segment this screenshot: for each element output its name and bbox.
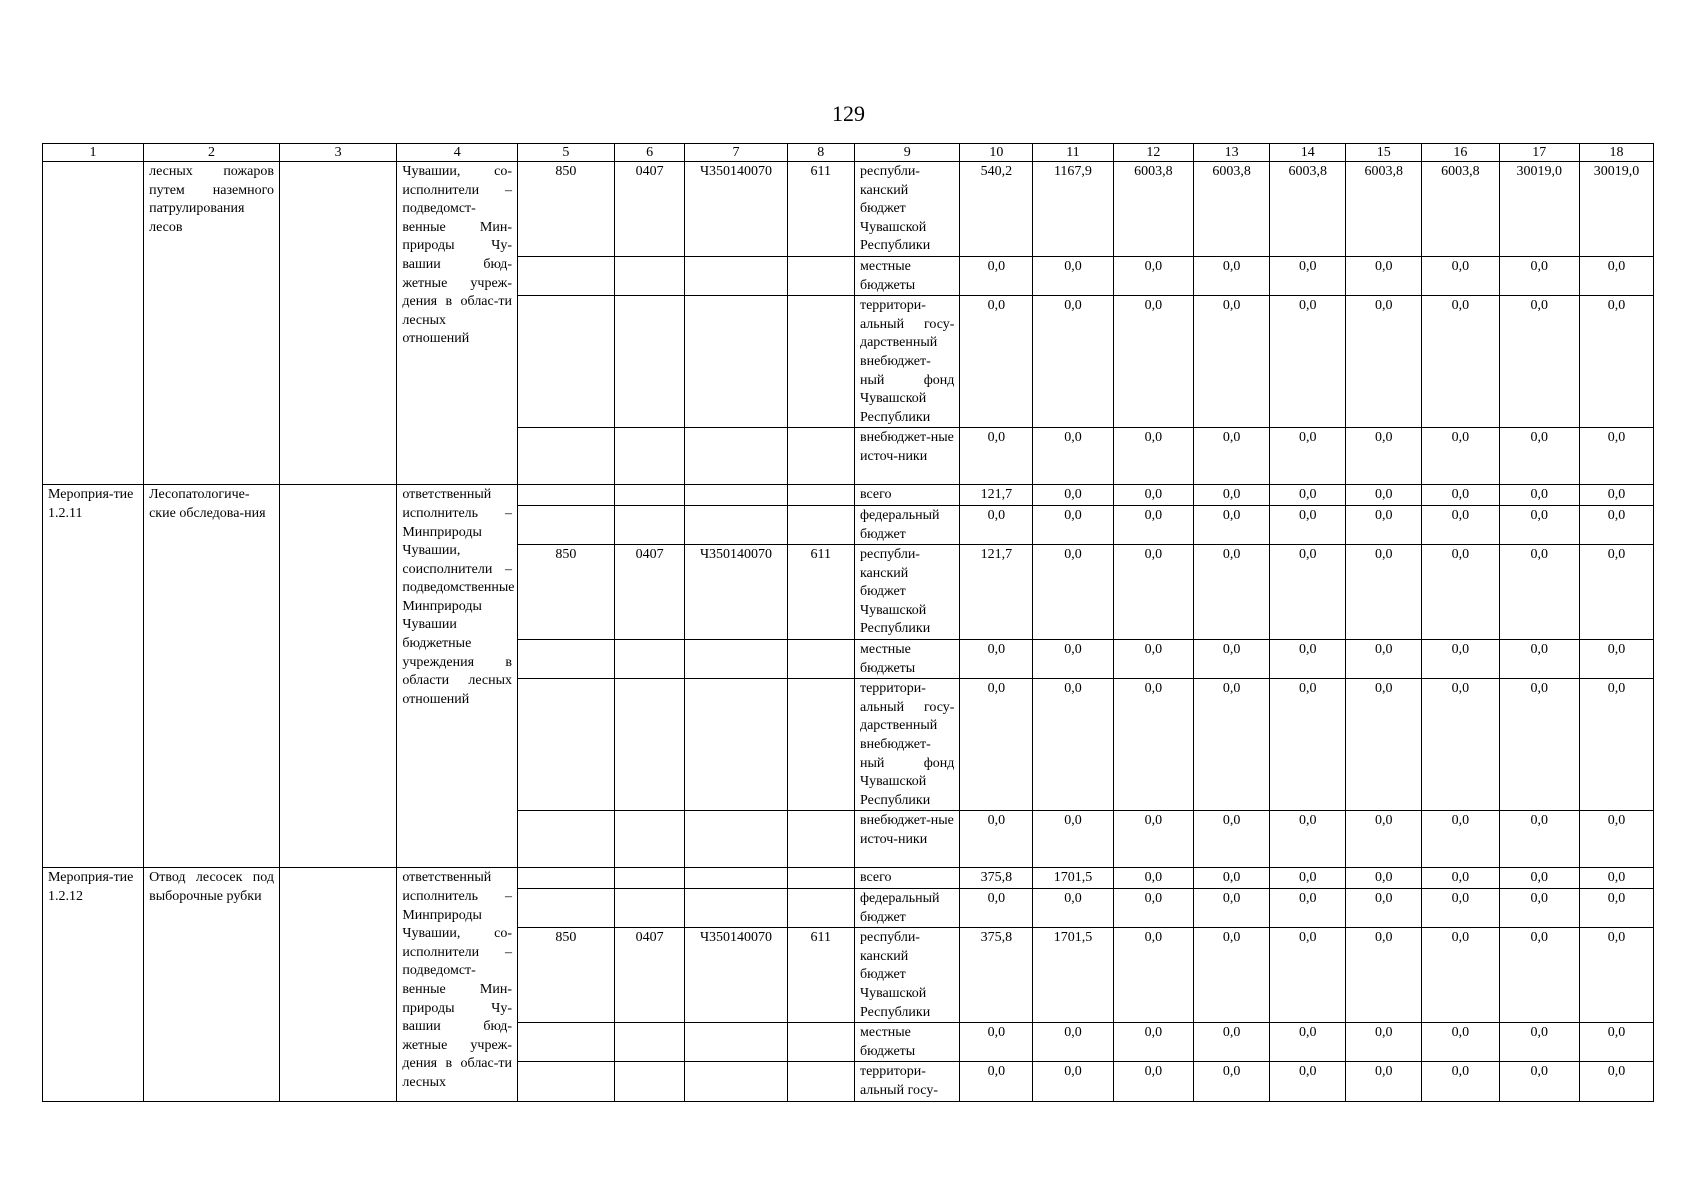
code-cell-empty — [685, 296, 787, 428]
value-cell: 0,0 — [1113, 505, 1193, 544]
col-header: 8 — [787, 144, 854, 162]
value-cell: 0,0 — [1270, 296, 1346, 428]
value-cell: 0,0 — [960, 296, 1033, 428]
value-cell: 0,0 — [1113, 928, 1193, 1023]
col-header: 12 — [1113, 144, 1193, 162]
value-cell: 375,8 — [960, 928, 1033, 1023]
value-cell: 0,0 — [1113, 811, 1193, 868]
code-cell-empty — [614, 256, 685, 295]
code-section: 0407 — [614, 162, 685, 257]
value-cell: 0,0 — [1113, 485, 1193, 506]
value-cell: 0,0 — [1499, 1023, 1579, 1062]
code-cell-empty — [787, 256, 854, 295]
value-cell: 0,0 — [1422, 1023, 1499, 1062]
value-cell: 0,0 — [1270, 505, 1346, 544]
value-cell: 0,0 — [1270, 545, 1346, 640]
code-ministry: 850 — [518, 545, 615, 640]
value-cell: 0,0 — [1422, 679, 1499, 811]
value-cell: 0,0 — [1113, 1023, 1193, 1062]
value-cell: 0,0 — [1346, 296, 1422, 428]
code-cell-empty — [614, 428, 685, 485]
value-cell: 0,0 — [1113, 428, 1193, 485]
measure-name: лесных пожаров путем наземного патрулирования лесов — [144, 162, 280, 485]
value-cell: 0,0 — [1194, 811, 1270, 868]
value-cell: 0,0 — [1113, 640, 1193, 679]
value-cell: 0,0 — [960, 640, 1033, 679]
table-row — [43, 162, 1654, 257]
code-cell-empty — [518, 640, 615, 679]
value-cell: 30019,0 — [1579, 162, 1653, 257]
value-cell: 0,0 — [1579, 889, 1653, 928]
value-cell: 0,0 — [1346, 640, 1422, 679]
executor-cell: ответственный исполнитель – Минприроды Чувашии, соисполнители – подведомственные Минприроды Чувашии бюджетные учреждения в области лесных отношений — [397, 485, 518, 868]
value-cell: 0,0 — [1579, 811, 1653, 868]
value-cell: 0,0 — [1579, 640, 1653, 679]
code-target: Ч350140070 — [685, 162, 787, 257]
value-cell: 0,0 — [1194, 1062, 1270, 1101]
value-cell: 0,0 — [1033, 256, 1113, 295]
code-cell-empty — [518, 811, 615, 868]
value-cell: 0,0 — [1499, 811, 1579, 868]
value-cell: 0,0 — [1194, 1023, 1270, 1062]
value-cell: 0,0 — [1499, 256, 1579, 295]
col-header: 18 — [1579, 144, 1653, 162]
value-cell: 0,0 — [960, 1062, 1033, 1101]
value-cell: 0,0 — [1270, 1062, 1346, 1101]
value-cell: 0,0 — [1499, 868, 1579, 889]
code-cell-empty — [518, 1023, 615, 1062]
code-cell-empty — [787, 428, 854, 485]
value-cell: 0,0 — [1422, 545, 1499, 640]
col-header: 15 — [1346, 144, 1422, 162]
code-cell-empty — [614, 679, 685, 811]
code-cell-empty — [685, 640, 787, 679]
value-cell: 0,0 — [1194, 256, 1270, 295]
code-target: Ч350140070 — [685, 928, 787, 1023]
value-cell: 0,0 — [1422, 485, 1499, 506]
value-cell: 0,0 — [1499, 428, 1579, 485]
code-cell-empty — [518, 485, 615, 506]
value-cell: 0,0 — [1033, 811, 1113, 868]
value-cell: 0,0 — [1270, 679, 1346, 811]
value-cell: 0,0 — [1422, 1062, 1499, 1101]
col-header: 6 — [614, 144, 685, 162]
budget-table — [42, 143, 1654, 1102]
value-cell: 0,0 — [1579, 545, 1653, 640]
value-cell: 0,0 — [1422, 928, 1499, 1023]
code-cell-empty — [787, 811, 854, 868]
value-cell: 1701,5 — [1033, 868, 1113, 889]
value-cell: 0,0 — [1033, 679, 1113, 811]
col-header: 13 — [1194, 144, 1270, 162]
empty-cell — [279, 485, 396, 868]
value-cell: 0,0 — [1499, 928, 1579, 1023]
value-cell: 0,0 — [1346, 505, 1422, 544]
col-header: 10 — [960, 144, 1033, 162]
value-cell: 121,7 — [960, 545, 1033, 640]
value-cell: 0,0 — [1033, 505, 1113, 544]
source-cell: территори-альный госу-дарственный внебюджет-ный фонд Чувашской Республики — [854, 679, 959, 811]
value-cell: 0,0 — [1194, 545, 1270, 640]
value-cell: 0,0 — [1346, 256, 1422, 295]
value-cell: 0,0 — [1499, 296, 1579, 428]
value-cell: 0,0 — [1270, 928, 1346, 1023]
code-cell-empty — [685, 868, 787, 889]
code-cell-empty — [518, 428, 615, 485]
value-cell: 0,0 — [1033, 640, 1113, 679]
code-cell-empty — [614, 889, 685, 928]
value-cell: 0,0 — [1499, 1062, 1579, 1101]
value-cell: 0,0 — [1346, 1062, 1422, 1101]
code-cell-empty — [518, 889, 615, 928]
code-section: 0407 — [614, 928, 685, 1023]
value-cell: 0,0 — [1579, 1023, 1653, 1062]
code-type: 611 — [787, 162, 854, 257]
source-cell: территори-альный госу- — [854, 1062, 959, 1101]
code-cell-empty — [787, 640, 854, 679]
code-cell-empty — [614, 485, 685, 506]
code-cell-empty — [518, 505, 615, 544]
value-cell: 0,0 — [1346, 545, 1422, 640]
value-cell: 0,0 — [1270, 868, 1346, 889]
source-cell: федеральный бюджет — [854, 889, 959, 928]
value-cell: 0,0 — [1422, 889, 1499, 928]
page-number: 129 — [832, 101, 865, 126]
value-cell: 0,0 — [1113, 868, 1193, 889]
value-cell: 0,0 — [1346, 811, 1422, 868]
value-cell: 0,0 — [1270, 485, 1346, 506]
header-row — [43, 144, 1654, 162]
value-cell: 0,0 — [1346, 1023, 1422, 1062]
value-cell: 0,0 — [1033, 296, 1113, 428]
value-cell: 0,0 — [1579, 505, 1653, 544]
value-cell: 0,0 — [960, 679, 1033, 811]
value-cell: 0,0 — [1033, 545, 1113, 640]
col-header: 16 — [1422, 144, 1499, 162]
empty-cell — [279, 162, 396, 485]
value-cell: 0,0 — [1579, 256, 1653, 295]
code-cell-empty — [614, 811, 685, 868]
col-header: 1 — [43, 144, 144, 162]
code-ministry: 850 — [518, 162, 615, 257]
code-section: 0407 — [614, 545, 685, 640]
source-cell: внебюджет-ные источ-ники — [854, 811, 959, 868]
code-cell-empty — [518, 256, 615, 295]
col-header: 5 — [518, 144, 615, 162]
code-type: 611 — [787, 545, 854, 640]
value-cell: 0,0 — [1270, 811, 1346, 868]
value-cell: 0,0 — [1113, 256, 1193, 295]
value-cell: 0,0 — [1194, 505, 1270, 544]
code-cell-empty — [614, 1062, 685, 1101]
code-cell-empty — [614, 505, 685, 544]
source-cell: всего — [854, 485, 959, 506]
code-cell-empty — [787, 868, 854, 889]
value-cell: 0,0 — [1194, 296, 1270, 428]
source-cell: республи-канский бюджет Чувашской Республики — [854, 545, 959, 640]
code-cell-empty — [787, 485, 854, 506]
code-cell-empty — [685, 1023, 787, 1062]
value-cell: 0,0 — [1499, 640, 1579, 679]
code-cell-empty — [518, 296, 615, 428]
table-row — [43, 485, 1654, 506]
col-header: 9 — [854, 144, 959, 162]
empty-cell — [279, 868, 396, 1101]
value-cell: 0,0 — [1422, 256, 1499, 295]
value-cell: 375,8 — [960, 868, 1033, 889]
measure-name: Отвод лесосек под выборочные рубки — [144, 868, 280, 1101]
value-cell: 0,0 — [1033, 1062, 1113, 1101]
source-cell: местные бюджеты — [854, 640, 959, 679]
source-cell: местные бюджеты — [854, 1023, 959, 1062]
col-header: 11 — [1033, 144, 1113, 162]
col-header: 4 — [397, 144, 518, 162]
value-cell: 0,0 — [960, 889, 1033, 928]
code-cell-empty — [685, 1062, 787, 1101]
measure-name: Лесопатологиче-ские обследова-ния — [144, 485, 280, 868]
value-cell: 0,0 — [1422, 428, 1499, 485]
code-cell-empty — [685, 256, 787, 295]
value-cell: 6003,8 — [1346, 162, 1422, 257]
source-cell: внебюджет-ные источ-ники — [854, 428, 959, 485]
value-cell: 0,0 — [1422, 811, 1499, 868]
value-cell: 6003,8 — [1270, 162, 1346, 257]
value-cell: 0,0 — [1499, 545, 1579, 640]
value-cell: 0,0 — [1346, 428, 1422, 485]
value-cell: 0,0 — [1270, 256, 1346, 295]
code-type: 611 — [787, 928, 854, 1023]
code-ministry: 850 — [518, 928, 615, 1023]
source-cell: территори-альный госу-дарственный внебюджет-ный фонд Чувашской Республики — [854, 296, 959, 428]
value-cell: 0,0 — [1113, 296, 1193, 428]
value-cell: 0,0 — [1113, 545, 1193, 640]
executor-cell: Чувашии, со-исполнители – подведомст-венные Мин-природы Чу-вашии бюд-жетные учреж-дения в облас-ти лесных отношений — [397, 162, 518, 485]
value-cell: 0,0 — [1346, 679, 1422, 811]
value-cell: 540,2 — [960, 162, 1033, 257]
value-cell: 0,0 — [1346, 868, 1422, 889]
source-cell: республи-канский бюджет Чувашской Республики — [854, 162, 959, 257]
value-cell: 0,0 — [1346, 928, 1422, 1023]
value-cell: 0,0 — [1270, 640, 1346, 679]
value-cell: 0,0 — [1194, 889, 1270, 928]
code-cell-empty — [787, 1023, 854, 1062]
value-cell: 0,0 — [1033, 889, 1113, 928]
value-cell: 0,0 — [1499, 485, 1579, 506]
code-cell-empty — [685, 505, 787, 544]
code-cell-empty — [685, 679, 787, 811]
value-cell: 1701,5 — [1033, 928, 1113, 1023]
measure-label: Мероприя-тие 1.2.12 — [43, 868, 144, 1101]
value-cell: 6003,8 — [1113, 162, 1193, 257]
value-cell: 0,0 — [1270, 428, 1346, 485]
value-cell: 0,0 — [1422, 505, 1499, 544]
value-cell: 0,0 — [1579, 928, 1653, 1023]
measure-label-cell — [43, 162, 144, 485]
value-cell: 0,0 — [960, 1023, 1033, 1062]
value-cell: 121,7 — [960, 485, 1033, 506]
measure-label: Мероприя-тие 1.2.11 — [43, 485, 144, 868]
value-cell: 0,0 — [1033, 428, 1113, 485]
code-cell-empty — [685, 485, 787, 506]
code-cell-empty — [787, 296, 854, 428]
value-cell: 0,0 — [960, 428, 1033, 485]
code-cell-empty — [614, 640, 685, 679]
code-cell-empty — [787, 505, 854, 544]
value-cell: 0,0 — [1033, 1023, 1113, 1062]
value-cell: 6003,8 — [1194, 162, 1270, 257]
value-cell: 0,0 — [1346, 889, 1422, 928]
value-cell: 0,0 — [1579, 679, 1653, 811]
value-cell: 0,0 — [1194, 679, 1270, 811]
source-cell: местные бюджеты — [854, 256, 959, 295]
table-row — [43, 868, 1654, 889]
col-header: 2 — [144, 144, 280, 162]
value-cell: 1167,9 — [1033, 162, 1113, 257]
code-cell-empty — [518, 1062, 615, 1101]
code-cell-empty — [685, 811, 787, 868]
code-cell-empty — [787, 889, 854, 928]
col-header: 17 — [1499, 144, 1579, 162]
value-cell: 0,0 — [1270, 889, 1346, 928]
value-cell: 0,0 — [1113, 1062, 1193, 1101]
value-cell: 0,0 — [1422, 640, 1499, 679]
value-cell: 0,0 — [1579, 485, 1653, 506]
code-target: Ч350140070 — [685, 545, 787, 640]
value-cell: 0,0 — [1194, 640, 1270, 679]
value-cell: 0,0 — [1033, 485, 1113, 506]
value-cell: 0,0 — [1422, 296, 1499, 428]
value-cell: 0,0 — [1194, 485, 1270, 506]
value-cell: 0,0 — [1579, 428, 1653, 485]
code-cell-empty — [787, 679, 854, 811]
value-cell: 0,0 — [960, 505, 1033, 544]
source-cell: федеральный бюджет — [854, 505, 959, 544]
executor-cell: ответственный исполнитель – Минприроды Чувашии, со-исполнители – подведомст-венные Мин-природы Чу-вашии бюд-жетные учреж-дения в облас-ти лесных — [397, 868, 518, 1101]
code-cell-empty — [614, 1023, 685, 1062]
code-cell-empty — [787, 1062, 854, 1101]
value-cell: 0,0 — [1113, 679, 1193, 811]
source-cell: всего — [854, 868, 959, 889]
value-cell: 0,0 — [1346, 485, 1422, 506]
value-cell: 0,0 — [1194, 868, 1270, 889]
code-cell-empty — [614, 868, 685, 889]
value-cell: 0,0 — [1422, 868, 1499, 889]
value-cell: 0,0 — [1194, 928, 1270, 1023]
value-cell: 0,0 — [1499, 889, 1579, 928]
code-cell-empty — [614, 296, 685, 428]
col-header: 3 — [279, 144, 396, 162]
code-cell-empty — [685, 889, 787, 928]
value-cell: 0,0 — [1270, 1023, 1346, 1062]
code-cell-empty — [518, 868, 615, 889]
col-header: 7 — [685, 144, 787, 162]
value-cell: 0,0 — [1194, 428, 1270, 485]
value-cell: 0,0 — [960, 811, 1033, 868]
value-cell: 0,0 — [1499, 679, 1579, 811]
code-cell-empty — [518, 679, 615, 811]
value-cell: 0,0 — [1579, 1062, 1653, 1101]
value-cell: 6003,8 — [1422, 162, 1499, 257]
value-cell: 0,0 — [1579, 868, 1653, 889]
value-cell: 0,0 — [960, 256, 1033, 295]
value-cell: 0,0 — [1579, 296, 1653, 428]
code-cell-empty — [685, 428, 787, 485]
value-cell: 0,0 — [1113, 889, 1193, 928]
value-cell: 30019,0 — [1499, 162, 1579, 257]
value-cell: 0,0 — [1499, 505, 1579, 544]
col-header: 14 — [1270, 144, 1346, 162]
source-cell: республи-канский бюджет Чувашской Республики — [854, 928, 959, 1023]
